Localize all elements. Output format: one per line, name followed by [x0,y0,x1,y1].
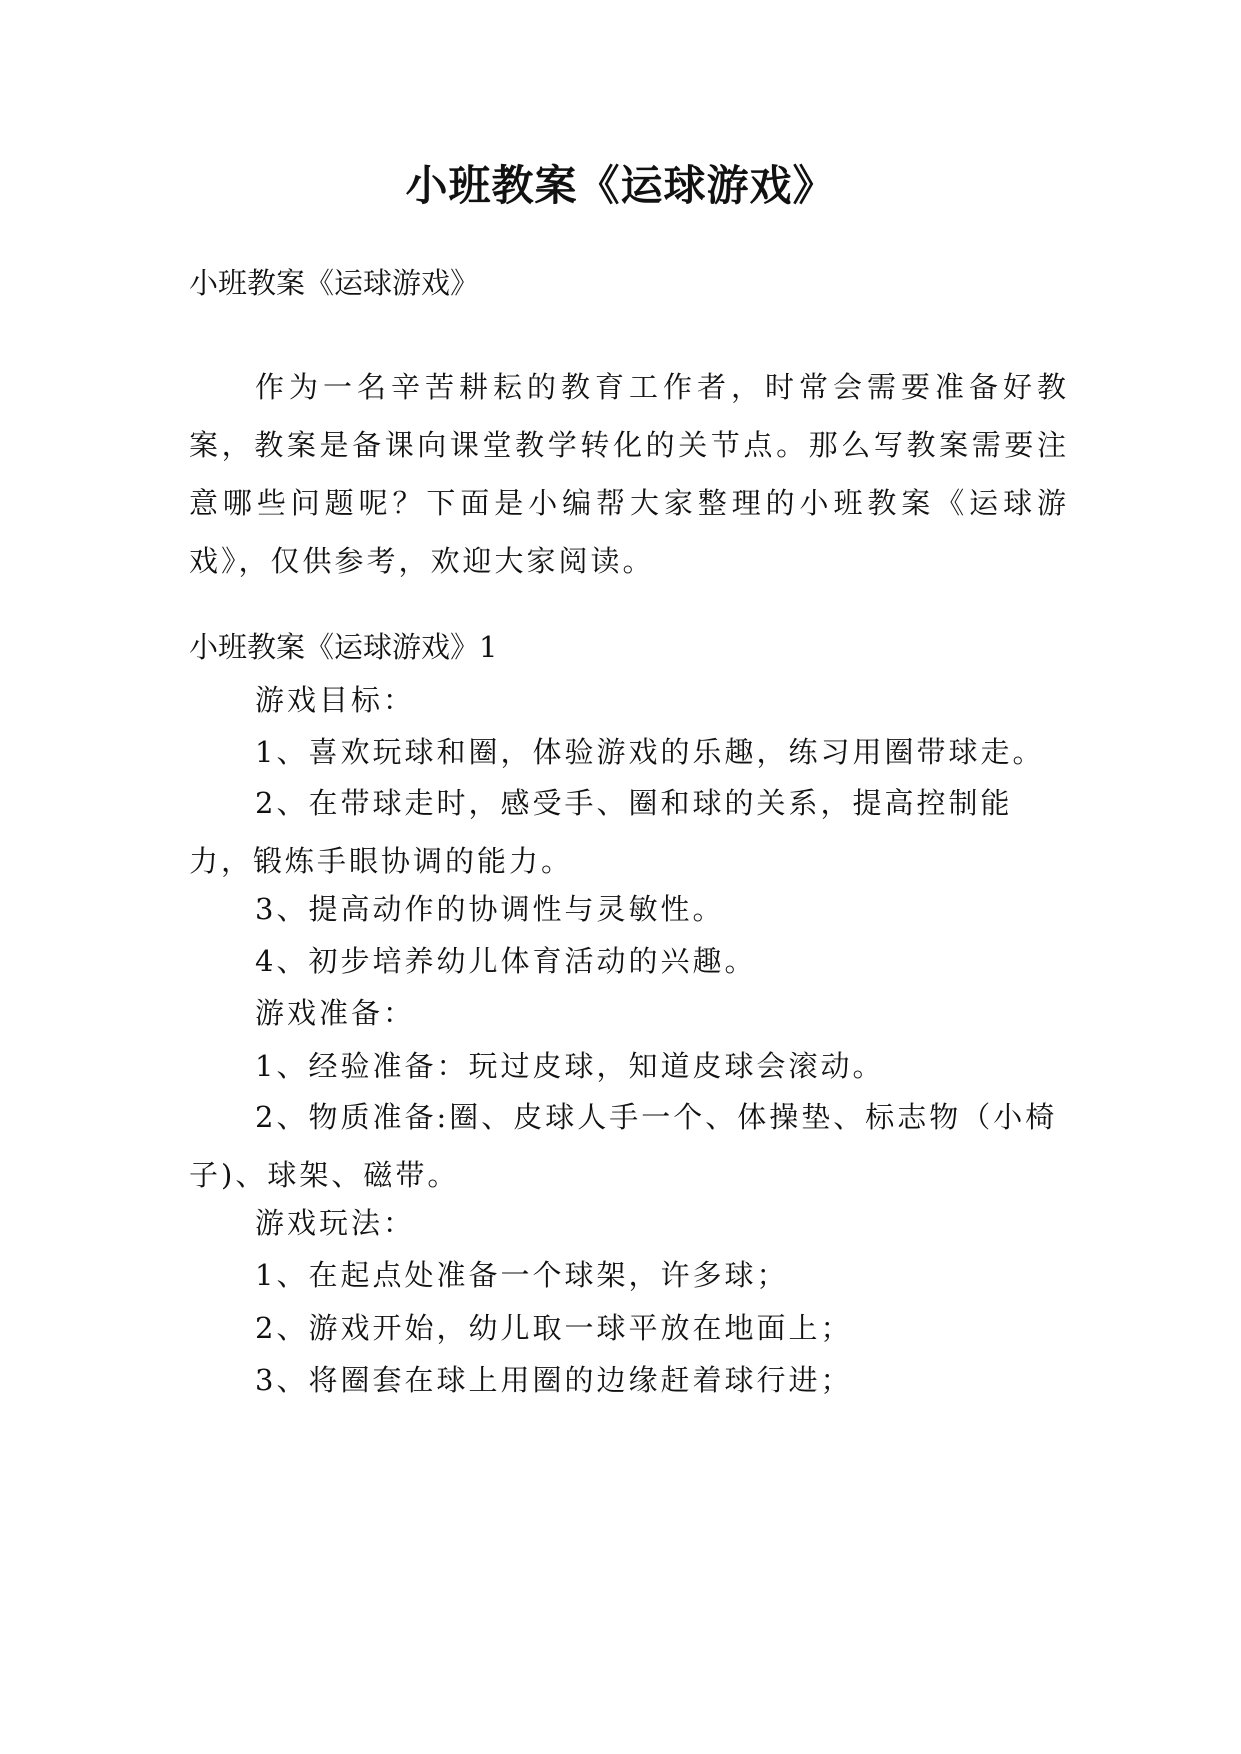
goal-item: 4、初步培养幼儿体育活动的兴趣。 [255,944,757,978]
play-item: 3、将圈套在球上用圈的边缘赶着球行进； [255,1363,853,1397]
intro-paragraph: 作为一名辛苦耕耘的教育工作者，时常会需要准备好教案，教案是备课向课堂教学转化的关节点。那么写教案需要注意哪些问题呢？下面是小编帮大家整理的小班教案《运球游戏》，仅供参考，欢迎大家阅读。 [189,370,1069,578]
play-item: 1、在起点处准备一个球架，许多球； [255,1258,789,1292]
goal-item: 3、提高动作的协调性与灵敏性。 [255,892,725,926]
document-title: 小班教案《运球游戏》 [405,161,836,210]
prep-item: 1、经验准备：玩过皮球，知道皮球会滚动。 [255,1049,885,1083]
play-item: 2、游戏开始，幼儿取一球平放在地面上； [255,1311,853,1345]
play-heading: 游戏玩法： [255,1206,416,1240]
goal-item: 1、喜欢玩球和圈，体验游戏的乐趣，练习用圈带球走。 [255,735,1045,769]
goals-heading: 游戏目标： [255,683,416,717]
section-heading: 小班教案《运球游戏》1 [189,630,498,664]
document-subtitle: 小班教案《运球游戏》 [189,266,480,300]
prep-heading: 游戏准备： [255,996,416,1030]
goal-item: 2、在带球走时，感受手、圈和球的关系，提高控制能力，锻炼手眼协调的能力。 [189,786,1013,878]
prep-item: 2、物质准备:圈、皮球人手一个、体操垫、标志物（小椅子)、球架、磁带。 [189,1100,1058,1192]
